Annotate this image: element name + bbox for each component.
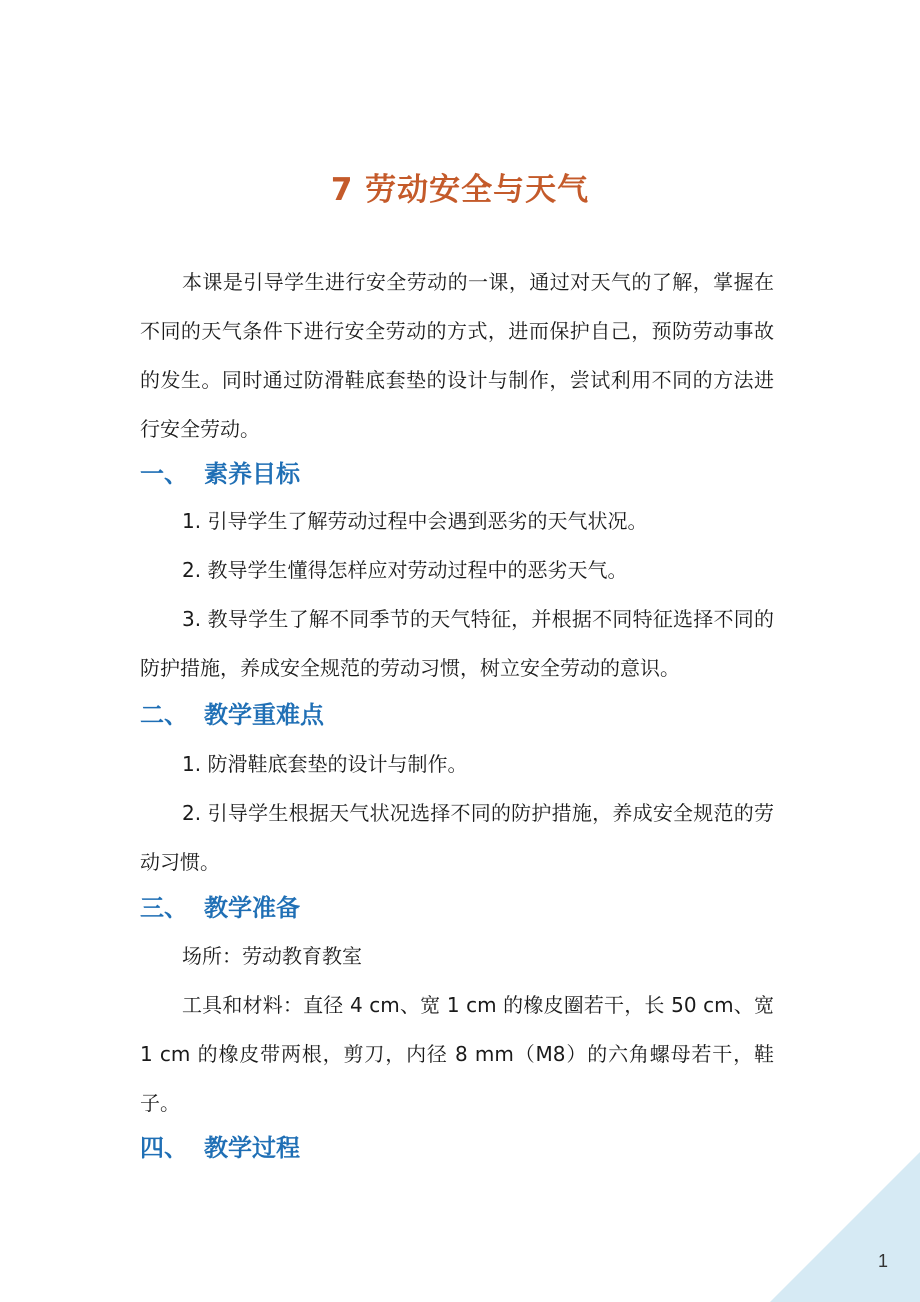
page-title: 7 劳动安全与天气	[330, 172, 590, 208]
section-number: 四、	[140, 1134, 188, 1162]
section-title: 素养目标	[204, 460, 300, 488]
intro-paragraph: 本课是引导学生进行安全劳动的一课，通过对天气的了解，掌握在不同的天气条件下进行安全劳动的方式，进而保护自己，预防劳动事故的发生。同时通过防滑鞋底套垫的设计与制作，尝试利用不同的方法进行安全劳动。	[140, 270, 774, 441]
section-heading-4	[140, 1128, 300, 1168]
list-item: 2. 引导学生根据天气状况选择不同的防护措施，养成安全规范的劳动习惯。	[140, 801, 774, 874]
list-item: 3. 教导学生了解不同季节的天气特征，并根据不同特征选择不同的防护措施，养成安全规范的劳动习惯，树立安全劳动的意识。	[140, 607, 774, 680]
list-item: 工具和材料：直径 4 cm、宽 1 cm 的橡皮圈若干，长 50 cm、宽 1 cm 的橡皮带两根，剪刀，内径 8 mm（M8）的六角螺母若干，鞋子。	[140, 993, 774, 1115]
list-item: 1. 防滑鞋底套垫的设计与制作。	[182, 752, 468, 776]
page-number: 1	[877, 1251, 888, 1271]
section-title: 教学准备	[204, 894, 300, 922]
corner-decoration	[770, 1152, 920, 1302]
section-number: 二、	[140, 701, 188, 729]
section-title: 教学重难点	[204, 701, 324, 729]
section-heading-3	[140, 888, 300, 928]
section-title: 教学过程	[204, 1134, 300, 1162]
section-number: 一、	[140, 460, 188, 488]
list-item: 1. 引导学生了解劳动过程中会遇到恶劣的天气状况。	[182, 509, 648, 533]
list-item: 2. 教导学生懂得怎样应对劳动过程中的恶劣天气。	[182, 558, 628, 582]
list-item: 场所：劳动教育教室	[182, 944, 362, 968]
section-number: 三、	[140, 894, 188, 922]
section-heading-1	[140, 454, 300, 494]
section-heading-2	[140, 695, 324, 735]
